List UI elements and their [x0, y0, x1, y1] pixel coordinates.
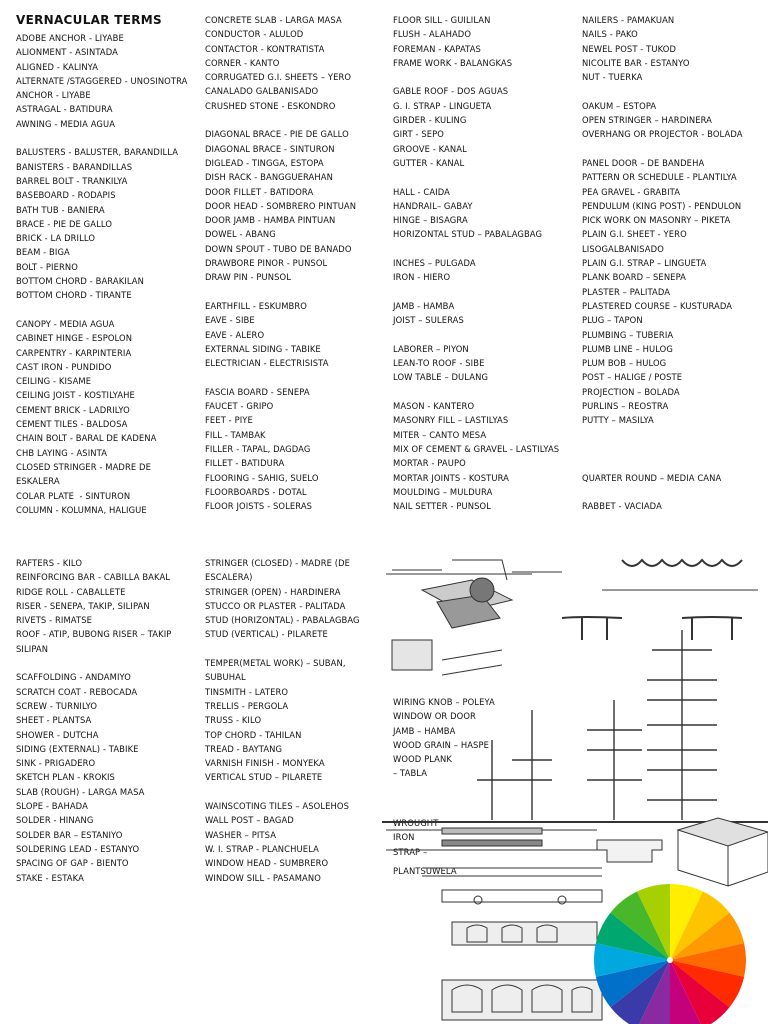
term-entry: RIVETS - RIMATSE — [16, 615, 93, 626]
term-entry: PLANTSUWELA — [393, 866, 457, 876]
term-entry: OPEN STRINGER – HARDINERA — [582, 115, 712, 126]
term-entry: SLOPE - BAHADA — [16, 801, 88, 812]
term-entry: WROUGHT IRON — [393, 818, 442, 843]
term-entry: STRINGER (OPEN) - HARDINERA — [205, 586, 341, 597]
term-entry: PUTTY – MASILYA — [582, 415, 654, 426]
term-entry: SLAB (ROUGH) - LARGA MASA — [16, 786, 145, 797]
term-entry: STUCCO OR PLASTER - PALITADA — [205, 600, 346, 611]
term-entry: BRICK - LA DRILLO — [16, 233, 96, 244]
term-entry — [393, 70, 573, 84]
term-entry: LOW TABLE – DULANG — [393, 372, 489, 383]
term-entry: HINGE – BISAGRA — [393, 215, 468, 226]
term-entry: DOWEL - ABANG — [205, 229, 276, 240]
term-entry — [16, 303, 196, 317]
term-entry: TREAD - BAYTANG — [205, 743, 283, 754]
term-entry: RABBET - VACIADA — [582, 501, 662, 512]
term-entry: EXTERNAL SIDING - TABIKE — [205, 343, 321, 354]
term-entry: TINSMITH - LATERO — [205, 686, 289, 697]
term-entry: FOREMAN - KAPATAS — [393, 43, 481, 54]
term-entry: OVERHANG OR PROJECTOR - BOLADA — [582, 129, 743, 140]
term-entry: – TABLA — [393, 768, 428, 779]
term-entry: MORTAR - PAUPO — [393, 458, 466, 469]
term-entry — [582, 442, 762, 456]
term-entry: WOOD GRAIN – HASPE — [393, 739, 490, 750]
term-entry: ELECTRICIAN - ELECTRISISTA — [205, 358, 329, 369]
term-entry: LISOGALBANISADO — [582, 243, 664, 254]
term-entry: LEAN-TO ROOF - SIBE — [393, 358, 485, 369]
term-entry: CABINET HINGE - ESPOLON — [16, 333, 133, 344]
term-entry: PENDULUM (KING POST) - PENDULON — [582, 200, 742, 211]
term-entry: GABLE ROOF - DOS AGUAS — [393, 86, 509, 97]
term-entry: BRACE - PIE DE GALLO — [16, 218, 113, 229]
term-entry — [205, 785, 385, 799]
term-entry: SHEET - PLANTSA — [16, 715, 92, 726]
term-entry: TOP CHORD - TAHILAN — [205, 729, 302, 740]
term-entry: CRUSHED STONE - ESKONDRO — [205, 100, 336, 111]
term-entry — [16, 656, 196, 670]
term-entry: SINK - PRIGADERO — [16, 758, 96, 769]
term-entry: DIAGONAL BRACE - PIE DE GALLO — [205, 129, 349, 140]
term-entry: WINDOW HEAD - SUMBRERO — [205, 858, 329, 869]
term-entry: CAST IRON - PUNDIDO — [16, 361, 112, 372]
term-entry: HANDRAIL– GABAY — [393, 200, 473, 211]
term-entry: JAMB - HAMBA — [393, 300, 455, 311]
term-entry: FLOORBOARDS - DOTAL — [205, 486, 307, 497]
term-entry: SIDING (EXTERNAL) - TABIKE — [16, 743, 139, 754]
term-entry: WALL POST – BAGAD — [205, 815, 294, 826]
term-entry: INCHES – PULGADA — [393, 258, 476, 269]
term-entry: FRAME WORK - BALANGKAS — [393, 57, 513, 68]
term-entry: ROOF - ATIP, BUBONG RISER – TAKIP SILIPAN — [16, 629, 175, 654]
term-entry: ADOBE ANCHOR - LIYABE — [16, 33, 124, 43]
term-entry: COLAR PLATE - SINTURON — [16, 490, 131, 501]
term-entry: BOTTOM CHORD - TIRANTE — [16, 290, 132, 301]
term-entry: PROJECTION – BOLADA — [582, 386, 680, 397]
term-entry: JOIST – SULERAS — [393, 315, 464, 326]
term-entry: MITER – CANTO MESA — [393, 429, 487, 440]
term-entry: CONCRETE SLAB - LARGA MASA — [205, 15, 342, 25]
term-entry: EAVE - SIBE — [205, 315, 255, 326]
term-entry: TRUSS - KILO — [205, 715, 262, 726]
term-entry — [582, 456, 762, 470]
term-entry: RIDGE ROLL - CABALLETE — [16, 586, 126, 597]
term-entry: ALIGNED - KALINYA — [16, 61, 99, 72]
color-wheel-slices — [594, 884, 746, 1024]
term-entry: PLASTER – PALITADA — [582, 286, 671, 297]
term-entry: NAIL SETTER - PUNSOL — [393, 501, 491, 512]
term-entry: FASCIA BOARD - SENEPA — [205, 386, 310, 397]
term-entry: FAUCET - GRIPO — [205, 401, 274, 412]
term-entry: STRAP – — [393, 846, 428, 857]
term-entry: LABORER – PIYON — [393, 343, 469, 354]
term-entry: QUARTER ROUND – MEDIA CANA — [582, 472, 722, 483]
term-entry: PATTERN OR SCHEDULE - PLANTILYA — [582, 172, 737, 183]
term-entry: HORIZONTAL STUD – PABALAGBAG — [393, 229, 543, 240]
term-entry: PURLINS – REOSTRA — [582, 401, 669, 412]
color-wheel-figure — [592, 882, 752, 1024]
terms-column-5 — [16, 556, 196, 885]
terms-column-1 — [16, 31, 196, 517]
term-entry: NEWEL POST - TUKOD — [582, 43, 676, 54]
term-entry: FLOOR SILL - GUILILAN — [393, 15, 491, 25]
term-entry: TEMPER(METAL WORK) – SUBAN, SUBUHAL — [205, 658, 349, 683]
term-entry: JAMB – HAMBA — [393, 725, 456, 736]
term-entry: MASONRY FILL – LASTILYAS — [393, 415, 509, 426]
term-entry: DOOR HEAD - SOMBRERO PINTUAN — [205, 200, 357, 211]
term-entry — [582, 485, 762, 499]
term-entry: SCREW - TURNILYO — [16, 700, 98, 711]
term-entry: MOULDING – MULDURA — [393, 486, 493, 497]
term-entry: NICOLITE BAR - ESTANYO — [582, 57, 690, 68]
term-entry: EAVE - ALERO — [205, 329, 265, 340]
term-entry: CEILING - KISAME — [16, 376, 92, 387]
term-entry: BATH TUB - BANIERA — [16, 204, 105, 215]
term-entry — [205, 113, 385, 127]
term-entry: BOTTOM CHORD - BARAKILAN — [16, 276, 145, 287]
term-entry: DOWN SPOUT - TUBO DE BANADO — [205, 243, 352, 254]
term-entry: WINDOW OR DOOR — [393, 711, 476, 722]
term-entry: FILLET - BATIDURA — [205, 458, 285, 469]
term-entry: SPACING OF GAP - BIENTO — [16, 858, 129, 869]
term-entry: ASTRAGAL - BATIDURA — [16, 104, 113, 115]
term-entry: REINFORCING BAR - CABILLA BAKAL — [16, 572, 171, 583]
term-entry: PLUMB LINE – HULOG — [582, 343, 673, 354]
term-entry: CANOPY - MEDIA AGUA — [16, 318, 115, 329]
term-entry: MIX OF CEMENT & GRAVEL - LASTILYAS — [393, 443, 560, 454]
term-entry — [393, 170, 573, 184]
term-entry: GIRT - SEPO — [393, 129, 444, 140]
term-entry: GIRDER - KULING — [393, 115, 467, 126]
term-entry: VARNISH FINISH - MONYEKA — [205, 758, 325, 769]
term-entry: DIAGONAL BRACE - SINTURON — [205, 143, 335, 154]
term-entry: SCRATCH COAT - REBOCADA — [16, 686, 138, 697]
term-entry: PLASTERED COURSE – KUSTURADA — [582, 300, 733, 311]
term-entry — [393, 242, 573, 256]
term-entry: G. I. STRAP - LINGUETA — [393, 100, 492, 111]
term-entry: CHAIN BOLT - BARAL DE KADENA — [16, 433, 157, 444]
term-entry: FILL - TAMBAK — [205, 429, 266, 440]
term-entry: OAKUM – ESTOPA — [582, 100, 657, 111]
term-entry: DOOR JAMB - HAMBA PINTUAN — [205, 215, 336, 226]
term-entry: CEMENT BRICK - LADRILYO — [16, 404, 130, 415]
term-entry: BANISTERS - BARANDILLAS — [16, 161, 133, 172]
term-entry: FLOORING - SAHIG, SUELO — [205, 472, 319, 483]
term-entry — [582, 142, 762, 156]
term-entry: ALTERNATE /STAGGERED - UNOSINOTRA — [16, 75, 188, 86]
term-entry: DIGLEAD - TINGGA, ESTOPA — [205, 157, 324, 168]
term-entry — [16, 131, 196, 145]
term-entry: CARPENTRY - KARPINTERIA — [16, 347, 132, 358]
term-entry: STUD (HORIZONTAL) - PABALAGBAG — [205, 615, 360, 626]
term-entry: NAILERS - PAMAKUAN — [582, 15, 675, 25]
term-entry: WASHER – PITSA — [205, 829, 277, 840]
term-entry: MORTAR JOINTS - KOSTURA — [393, 472, 509, 483]
term-entry: CEMENT TILES - BALDOSA — [16, 419, 128, 430]
term-entry: FEET - PIYE — [205, 415, 253, 426]
term-entry: PICK WORK ON MASONRY – PIKETA — [582, 215, 731, 226]
term-entry: SOLDER BAR – ESTANIYO — [16, 829, 123, 840]
term-entry — [393, 328, 573, 342]
term-entry: BASEBOARD - RODAPIS — [16, 190, 116, 201]
page-title: VERNACULAR TERMS — [16, 13, 162, 27]
term-entry: SOLDER - HINANG — [16, 815, 94, 826]
term-entry: EARTHFILL - ESKUMBRO — [205, 300, 307, 311]
term-entry: PLAIN G.I. SHEET - YERO — [582, 229, 687, 240]
term-entry: AWNING - MEDIA AGUA — [16, 118, 116, 129]
term-entry: ALIONMENT - ASINTADA — [16, 47, 118, 58]
term-entry: DISH RACK - BANGGUERAHAN — [205, 172, 333, 183]
terms-column-4 — [582, 13, 762, 513]
term-entry: NAILS - PAKO — [582, 29, 638, 40]
terms-column-3 — [393, 13, 573, 513]
term-entry: BALUSTERS - BALUSTER, BARANDILLA — [16, 147, 179, 158]
term-entry: FLUSH - ALAHADO — [393, 29, 472, 40]
term-entry: BEAM - BIGA — [16, 247, 70, 258]
term-entry: CONDUCTOR - ALULOD — [205, 29, 304, 40]
term-entry: PANEL DOOR – DE BANDEHA — [582, 157, 705, 168]
term-entry: PLUG – TAPON — [582, 315, 643, 326]
term-entry: DRAWBORE PINOR - PUNSOL — [205, 258, 328, 269]
term-entry: GROOVE - KANAL — [393, 143, 467, 154]
term-entry: DRAW PIN - PUNSOL — [205, 272, 291, 283]
term-entry: WINDOW SILL - PASAMANO — [205, 872, 321, 883]
term-entry: WIRING KNOB – POLEYA — [393, 697, 495, 707]
term-entry — [393, 285, 573, 299]
term-entry: HALL - CAIDA — [393, 186, 450, 197]
term-entry: PLUM BOB – HULOG — [582, 358, 667, 369]
term-entry: WOOD PLANK — [393, 754, 452, 765]
term-entry: FILLER - TAPAL, DAGDAG — [205, 443, 311, 454]
term-entry: RISER - SENEPA, TAKIP, SILIPAN — [16, 600, 150, 611]
term-entry: NUT - TUERKA — [582, 72, 643, 83]
term-entry: RAFTERS - KILO — [16, 558, 83, 568]
term-entry: VERTICAL STUD – PILARETE — [205, 772, 323, 783]
term-entry: CEILING JOIST - KOSTILYAHE — [16, 390, 135, 401]
term-entry: W. I. STRAP - PLANCHUELA — [205, 843, 319, 854]
term-entry: POST – HALIGE / POSTE — [582, 372, 683, 383]
term-entry: CANALADO GALBANISADO — [205, 86, 319, 97]
term-entry — [582, 428, 762, 442]
terms-column-6 — [205, 556, 385, 885]
term-entry: MASON - KANTERO — [393, 401, 475, 412]
term-entry: PLAIN G.I. STRAP – LINGUETA — [582, 258, 707, 269]
term-entry: CLOSED STRINGER - MADRE DE ESKALERA — [16, 461, 154, 487]
term-entry: CORNER - KANTO — [205, 57, 280, 68]
term-entry — [205, 370, 385, 384]
term-entry: PEA GRAVEL - GRABITA — [582, 186, 681, 197]
term-entry: IRON - HIERO — [393, 272, 451, 283]
term-entry: TRELLIS - PERGOLA — [205, 700, 289, 711]
terms-column-2 — [205, 13, 385, 513]
term-entry: PLANK BOARD – SENEPA — [582, 272, 687, 283]
term-entry: PLUMBING – TUBERIA — [582, 329, 674, 340]
term-entry — [582, 84, 762, 98]
term-entry — [205, 642, 385, 656]
term-entry: CHB LAYING - ASINTA — [16, 447, 108, 458]
term-entry: CORRUGATED G.I. SHEETS – YERO — [205, 72, 352, 83]
term-entry: STUD (VERTICAL) - PILARETE — [205, 629, 328, 640]
term-entry: DOOR FILLET - BATIDORA — [205, 186, 314, 197]
term-entry: ANCHOR - LIYABE — [16, 90, 91, 101]
term-entry — [393, 385, 573, 399]
term-entry: BOLT - PIERNO — [16, 261, 78, 272]
term-entry: GUTTER - KANAL — [393, 157, 465, 168]
term-entry: WAINSCOTING TILES – ASOLEHOS — [205, 801, 350, 812]
term-entry: FLOOR JOISTS - SOLERAS — [205, 501, 313, 512]
term-entry: SHOWER - DUTCHA — [16, 729, 99, 740]
term-entry: SOLDERING LEAD - ESTANYO — [16, 843, 140, 854]
term-entry: BARREL BOLT - TRANKILYA — [16, 175, 128, 186]
term-entry: COLUMN - KOLUMNA, HALIGUE — [16, 504, 147, 515]
term-entry — [205, 285, 385, 299]
term-entry: STRINGER (CLOSED) - MADRE (DE ESCALERA) — [205, 558, 353, 583]
term-entry: STAKE - ESTAKA — [16, 872, 84, 883]
term-entry: SKETCH PLAN - KROKIS — [16, 772, 115, 783]
term-entry: CONTACTOR - KONTRATISTA — [205, 43, 325, 54]
term-entry: SCAFFOLDING - ANDAMIYO — [16, 672, 131, 683]
